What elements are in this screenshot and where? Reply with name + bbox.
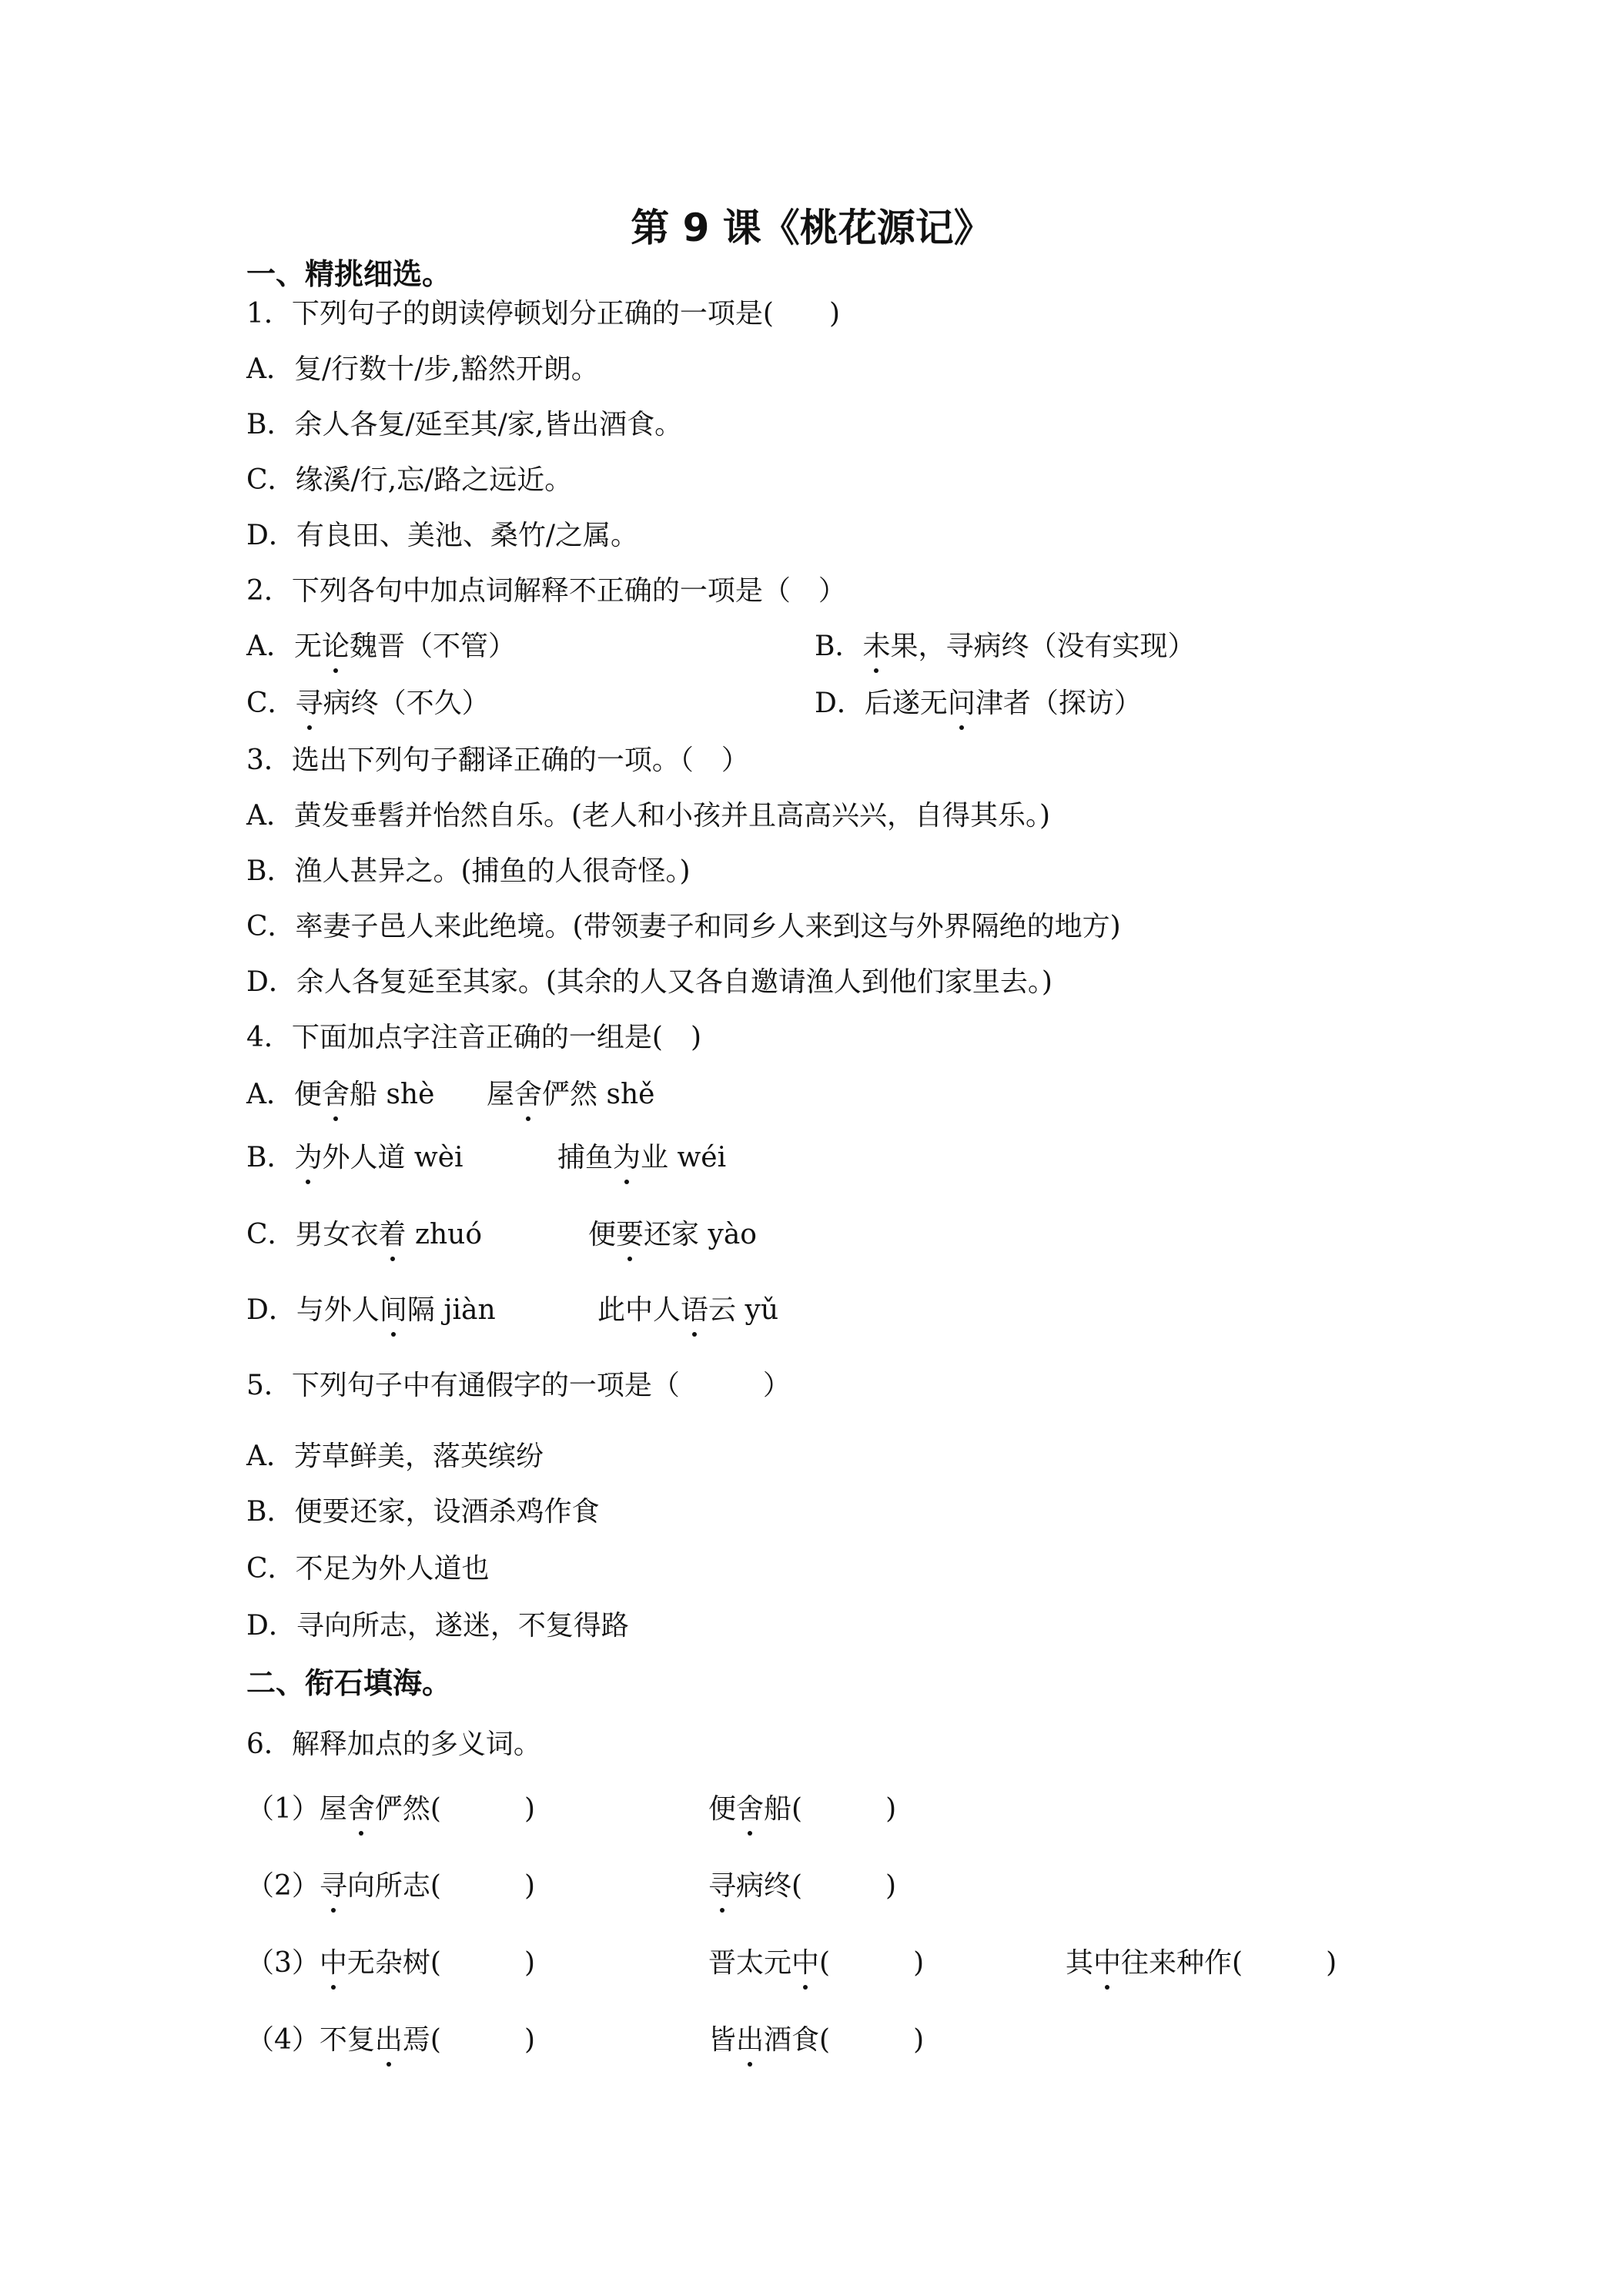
text: 捕鱼 — [557, 1142, 614, 1173]
q5-option-b: B．便要还家，设酒杀鸡作食 — [246, 1496, 600, 1528]
q6-row3-a — [246, 1946, 535, 1980]
text: 果，寻病终（没有实现） — [890, 631, 1196, 662]
q3-option-a: A．黄发垂髫并怡然自乐。(老人和小孩并且高高兴兴，自得其乐。) — [246, 800, 1051, 832]
dotted-char: 中 — [319, 1947, 347, 1979]
q4-option-d-2 — [597, 1294, 778, 1327]
q2-option-a — [246, 630, 516, 664]
dotted-char: 为 — [613, 1142, 641, 1173]
q5-option-a: A．芳草鲜美，落英缤纷 — [246, 1441, 544, 1472]
text: C．男女衣 — [246, 1219, 379, 1250]
dotted-char: 寻 — [295, 688, 323, 719]
text: 屋 — [487, 1079, 515, 1110]
text: 其 — [1066, 1947, 1094, 1979]
text: 便 — [588, 1219, 617, 1250]
dotted-char: 中 — [791, 1947, 820, 1979]
text: 此中人 — [597, 1294, 681, 1326]
q6-row3-b — [708, 1946, 924, 1980]
q5-option-d: D．寻向所志，遂迷，不复得路 — [246, 1610, 629, 1642]
dotted-char: 未 — [862, 631, 891, 662]
dotted-char: 舍 — [322, 1079, 350, 1110]
text: 魏晋（不管） — [350, 631, 517, 662]
text: 船( ) — [764, 1793, 897, 1825]
text: 焉( ) — [402, 2024, 536, 2056]
text: （3） — [246, 1947, 320, 1979]
q6-row1-a — [246, 1792, 535, 1826]
q1-option-c: C．缘溪/行,忘/路之远近。 — [246, 464, 573, 496]
q1-stem: 1．下列句子的朗读停顿划分正确的一项是( ) — [246, 298, 840, 330]
text: 业 wéi — [641, 1142, 727, 1173]
q1-option-a: A．复/行数十/步,豁然开朗。 — [246, 353, 599, 385]
dotted-char: 中 — [1093, 1947, 1122, 1979]
q2-option-b — [815, 630, 1196, 664]
dotted-char: 语 — [681, 1294, 709, 1326]
q6-row4-a — [246, 2023, 535, 2057]
dotted-char: 着 — [378, 1219, 407, 1250]
text: 无杂树( ) — [346, 1947, 536, 1979]
dotted-char: 论 — [322, 631, 350, 662]
text: 晋太元 — [708, 1947, 792, 1979]
q6-row2-a — [246, 1869, 535, 1903]
q3-option-d: D．余人各复延至其家。(其余的人又各自邀请渔人到他们家里去。) — [246, 966, 1052, 998]
q4-option-c — [246, 1218, 482, 1252]
q3-option-b: B．渔人甚异之。(捕鱼的人很奇怪。) — [246, 855, 691, 887]
dotted-char: 间 — [379, 1294, 407, 1326]
q4-option-c-2 — [588, 1218, 757, 1252]
dotted-char: 要 — [616, 1219, 644, 1250]
text: C． — [246, 688, 296, 719]
text: 向所志( ) — [346, 1870, 536, 1902]
q3-stem: 3．选出下列句子翻译正确的一项。（ ） — [246, 745, 749, 776]
q4-stem: 4．下面加点字注音正确的一组是( ) — [246, 1022, 701, 1053]
q4-option-b-2 — [557, 1141, 726, 1175]
q6-row3-c — [1066, 1946, 1337, 1980]
q5-stem: 5．下列句子中有通假字的一项是（ ） — [246, 1370, 791, 1401]
text: （4）不复 — [246, 2024, 375, 2056]
q6-row1-b — [708, 1792, 896, 1826]
q2-option-c — [246, 687, 490, 721]
q3-option-c: C．率妻子邑人来此绝境。(带领妻子和同乡人来到这与外界隔绝的地方) — [246, 911, 1121, 942]
text: A．无 — [246, 631, 322, 662]
q1-option-b: B．余人各复/延至其/家,皆出酒食。 — [246, 409, 683, 440]
text: 酒食( ) — [764, 2024, 925, 2056]
text: 云 yǔ — [708, 1294, 778, 1326]
q4-option-a-2 — [487, 1078, 654, 1112]
text: zhuó — [406, 1219, 483, 1250]
text: 俨然( ) — [374, 1793, 536, 1825]
q2-option-d — [815, 687, 1142, 721]
text: 病终（不久） — [323, 688, 490, 719]
text: 隔 jiàn — [407, 1294, 496, 1326]
text: （1）屋 — [246, 1793, 347, 1825]
dotted-char: 问 — [947, 688, 975, 719]
text: 皆 — [708, 2024, 737, 2056]
q4-option-d — [246, 1294, 496, 1327]
text: 便 — [708, 1793, 737, 1825]
dotted-char: 寻 — [319, 1870, 347, 1902]
dotted-char: 寻 — [708, 1870, 737, 1902]
text: B． — [246, 1142, 295, 1173]
dotted-char: 舍 — [736, 1793, 765, 1825]
page-title: 第 9 课《桃花源记》 — [631, 206, 992, 250]
text: 外人道 wèi — [322, 1142, 463, 1173]
dotted-char: 出 — [374, 2024, 403, 2056]
q6-stem: 6．解释加点的多义词。 — [246, 1729, 541, 1760]
q5-option-c: C．不足为外人道也 — [246, 1553, 490, 1585]
text: 船 shè — [350, 1079, 435, 1110]
text: 往来种作( ) — [1121, 1947, 1337, 1979]
q4-option-b — [246, 1141, 463, 1175]
dotted-char: 为 — [294, 1142, 323, 1173]
text: D．后遂无 — [815, 688, 948, 719]
q4-option-a — [246, 1078, 434, 1112]
dotted-char: 舍 — [346, 1793, 375, 1825]
dotted-char: 舍 — [514, 1079, 543, 1110]
q1-option-d: D．有良田、美池、桑竹/之属。 — [246, 520, 638, 551]
text: A．便 — [246, 1079, 322, 1110]
q2-stem: 2．下列各句中加点词解释不正确的一项是（ ） — [246, 575, 846, 607]
text: D．与外人 — [246, 1294, 380, 1326]
section-2-heading: 二、衔石填海。 — [246, 1666, 452, 1700]
dotted-char: 出 — [736, 2024, 765, 2056]
text: （2） — [246, 1870, 320, 1902]
text: 津者（探访） — [975, 688, 1142, 719]
q6-row2-b — [708, 1869, 896, 1903]
text: 俨然 shě — [542, 1079, 655, 1110]
text: 还家 yào — [644, 1219, 757, 1250]
q6-row4-b — [708, 2023, 924, 2057]
text: B． — [815, 631, 863, 662]
text: 病终( ) — [736, 1870, 897, 1902]
section-1-heading: 一、精挑细选。 — [246, 257, 452, 291]
text: ( ) — [819, 1947, 925, 1979]
